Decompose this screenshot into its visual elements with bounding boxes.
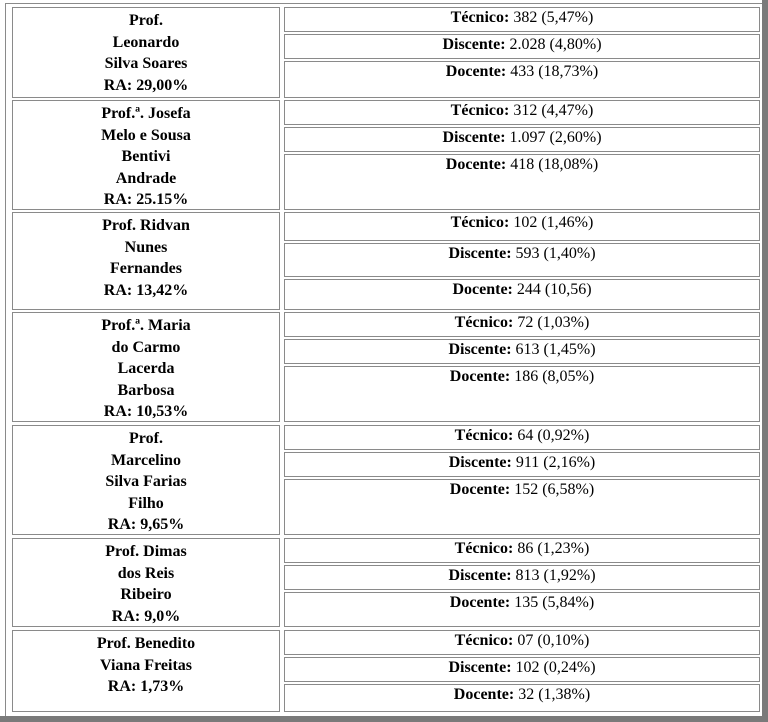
tecnico-cell (284, 425, 760, 450)
docente-value: 244 (10,56) (516, 281, 592, 298)
tecnico-value: 382 (5,47%) (513, 9, 594, 26)
candidate-cell (12, 312, 280, 422)
tecnico-value: 07 (0,10%) (517, 632, 590, 649)
docente-value: 32 (1,38%) (518, 686, 591, 703)
tecnico-cell (284, 538, 760, 563)
discente-value: 911 (2,16%) (515, 454, 596, 471)
discente-value: 813 (1,92%) (515, 567, 596, 584)
docente-label: Docente: (453, 686, 515, 703)
candidate-name: Prof. Dimas dos Reis Ribeiro RA: 9,0% (105, 543, 187, 625)
docente-label: Docente: (449, 481, 511, 498)
tecnico-value: 72 (1,03%) (517, 314, 590, 331)
tecnico-value: 102 (1,46%) (513, 214, 594, 231)
table-shadow-bottom (0, 716, 768, 722)
docente-value: 152 (6,58%) (514, 481, 595, 498)
tecnico-cell (284, 100, 760, 125)
tecnico-cell (284, 7, 760, 32)
tecnico-label: Técnico: (454, 427, 514, 444)
docente-value: 135 (5,84%) (514, 594, 595, 611)
candidate-cell (12, 100, 280, 210)
tecnico-value: 312 (4,47%) (513, 102, 594, 119)
candidate-cell (12, 538, 280, 627)
tecnico-cell (284, 630, 760, 655)
docente-cell (284, 279, 760, 310)
discente-label: Discente: (448, 245, 512, 262)
discente-cell (284, 565, 760, 590)
candidate-cell (12, 630, 280, 712)
candidate-name: Prof. Leonardo Silva Soares RA: 29,00% (103, 12, 189, 94)
candidate-name: Prof. Benedito Viana Freitas RA: 1,73% (96, 635, 196, 696)
tecnico-label: Técnico: (454, 632, 514, 649)
candidate-cell (12, 212, 280, 310)
docente-label: Docente: (449, 368, 511, 385)
discente-cell (284, 657, 760, 682)
docente-value: 433 (18,73%) (510, 63, 599, 80)
candidate-cell (12, 7, 280, 98)
discente-value: 593 (1,40%) (515, 245, 596, 262)
candidate-cell (12, 425, 280, 535)
candidate-name: Prof.ª. Maria do Carmo Lacerda Barbosa RA: 10,53% (101, 317, 191, 421)
docente-label: Docente: (452, 281, 513, 298)
discente-label: Discente: (448, 659, 512, 676)
tecnico-value: 86 (1,23%) (517, 540, 590, 557)
table-shadow-right (762, 0, 768, 722)
discente-label: Discente: (442, 36, 506, 53)
candidate-name: Prof. Ridvan Nunes Fernandes RA: 13,42% (102, 217, 190, 299)
discente-value: 613 (1,45%) (515, 341, 596, 358)
tecnico-label: Técnico: (450, 9, 510, 26)
results-table (5, 3, 763, 717)
discente-cell (284, 34, 760, 59)
tecnico-label: Técnico: (454, 314, 514, 331)
docente-label: Docente: (449, 594, 511, 611)
tecnico-label: Técnico: (450, 214, 510, 231)
discente-cell (284, 243, 760, 277)
docente-value: 186 (8,05%) (514, 368, 595, 385)
tecnico-cell (284, 312, 760, 337)
docente-label: Docente: (445, 156, 507, 173)
tecnico-value: 64 (0,92%) (517, 427, 590, 444)
candidate-name: Prof.ª. Josefa Melo e Sousa Bentivi Andrade RA: 25.15% (101, 105, 191, 209)
discente-label: Discente: (448, 567, 512, 584)
discente-value: 1.097 (2,60%) (509, 129, 602, 146)
discente-label: Discente: (442, 129, 506, 146)
docente-cell (284, 684, 760, 712)
docente-cell (284, 154, 760, 210)
docente-cell (284, 61, 760, 98)
docente-value: 418 (18,08%) (510, 156, 599, 173)
discente-label: Discente: (448, 454, 512, 471)
candidate-name: Prof. Marcelino Silva Farias Filho RA: 9,65% (105, 430, 187, 534)
tecnico-label: Técnico: (450, 102, 510, 119)
docente-cell (284, 366, 760, 422)
discente-value: 102 (0,24%) (515, 659, 596, 676)
discente-cell (284, 452, 760, 477)
tecnico-label: Técnico: (454, 540, 514, 557)
discente-label: Discente: (448, 341, 512, 358)
docente-label: Docente: (445, 63, 507, 80)
discente-cell (284, 339, 760, 364)
docente-cell (284, 592, 760, 627)
docente-cell (284, 479, 760, 535)
discente-value: 2.028 (4,80%) (509, 36, 602, 53)
tecnico-cell (284, 212, 760, 241)
discente-cell (284, 127, 760, 152)
